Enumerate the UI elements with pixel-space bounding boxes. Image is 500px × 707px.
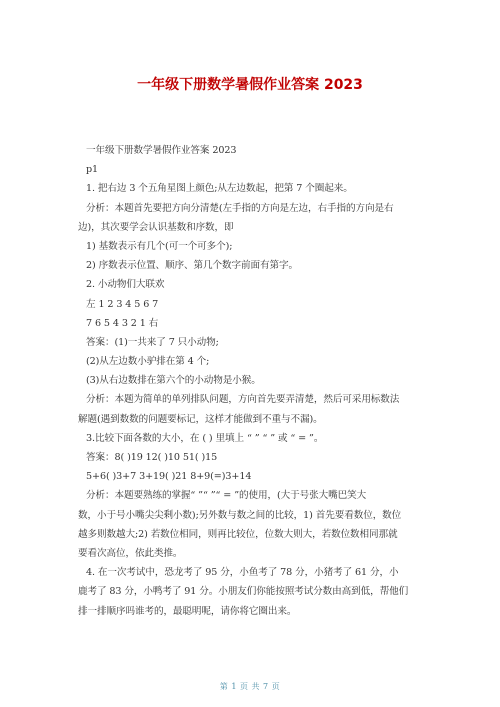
body-line: 答案：8( )19 12( )10 51( )15: [86, 452, 218, 463]
body-line: 鹿考了 83 分，小鸭考了 91 分。小朋友们你能按照考试分数由高到低，帮他们: [78, 586, 409, 598]
body-line: 1) 基数表示有几个(可一个可多个);: [86, 240, 233, 252]
body-line: 3.比较下面各数的大小，在 ( ) 里填上 “ ” “ ” 或 “ = ”。: [86, 432, 324, 444]
body-line: 排一排顺序吗谁考的，最聪明呢，请你将它圈出来。: [78, 605, 297, 617]
document-body: [78, 141, 426, 621]
document-title: 一年级下册数学暑假作业答案 2023: [137, 77, 363, 93]
body-line: 4. 在一次考试中，恐龙考了 95 分，小鱼考了 78 分，小猪考了 61 分，小: [86, 567, 399, 579]
body-line: 分析：本题为简单的单列排队问题，方向首先要弄清楚，然后可采用标数法: [86, 394, 400, 406]
body-line: p1: [86, 164, 99, 176]
body-line: 要看次高位，依此类推。: [78, 547, 183, 559]
body-line: 边)，其次要学会认识基数和序数，即: [78, 221, 234, 233]
body-line: 数，小于号小嘴尖尖剩小数);另外数与数之间的比较，1) 首先要看数位，数位: [78, 509, 402, 521]
body-line: (3)从右边数排在第六个的小动物是小猴。: [86, 375, 261, 387]
body-line: 7 6 5 4 3 2 1 右: [86, 317, 159, 329]
body-line: 答案：(1)一共来了 7 只小动物;: [86, 336, 219, 348]
body-line: (2)从左边数小驴排在第 4 个;: [86, 356, 210, 368]
body-line: 5+6( )3+7 3+19( )21 8+9(=)3+14: [86, 471, 252, 483]
body-line: 2. 小动物们大联欢: [86, 279, 165, 291]
page-footer: 第 1 页 共 7 页: [219, 682, 281, 691]
body-line: 2) 序数表示位置、顺序、第几个数字前面有第字。: [86, 260, 298, 272]
body-line: 解题(遇到数数的问题要标记，这样才能做到不重与不漏)。: [78, 413, 323, 425]
body-line: 分析：本题要熟练的掌握“ ”“ ”“ = ”的使用，(大于号张大嘴巴笑大: [86, 490, 367, 502]
body-line: 左 1 2 3 4 5 6 7: [86, 298, 159, 310]
body-line: 一年级下册数学暑假作业答案 2023: [86, 145, 237, 156]
body-line: 1. 把右边 3 个五角星图上颜色;从左边数起，把第 7 个圈起来。: [86, 183, 353, 195]
body-line: 越多则数越大;2) 若数位相同，则再比较位，位数大则大，若数位数相同那就: [78, 528, 398, 540]
body-line: 分析：本题首先要把方向分清楚(左手指的方向是左边，右手指的方向是右: [86, 202, 394, 214]
